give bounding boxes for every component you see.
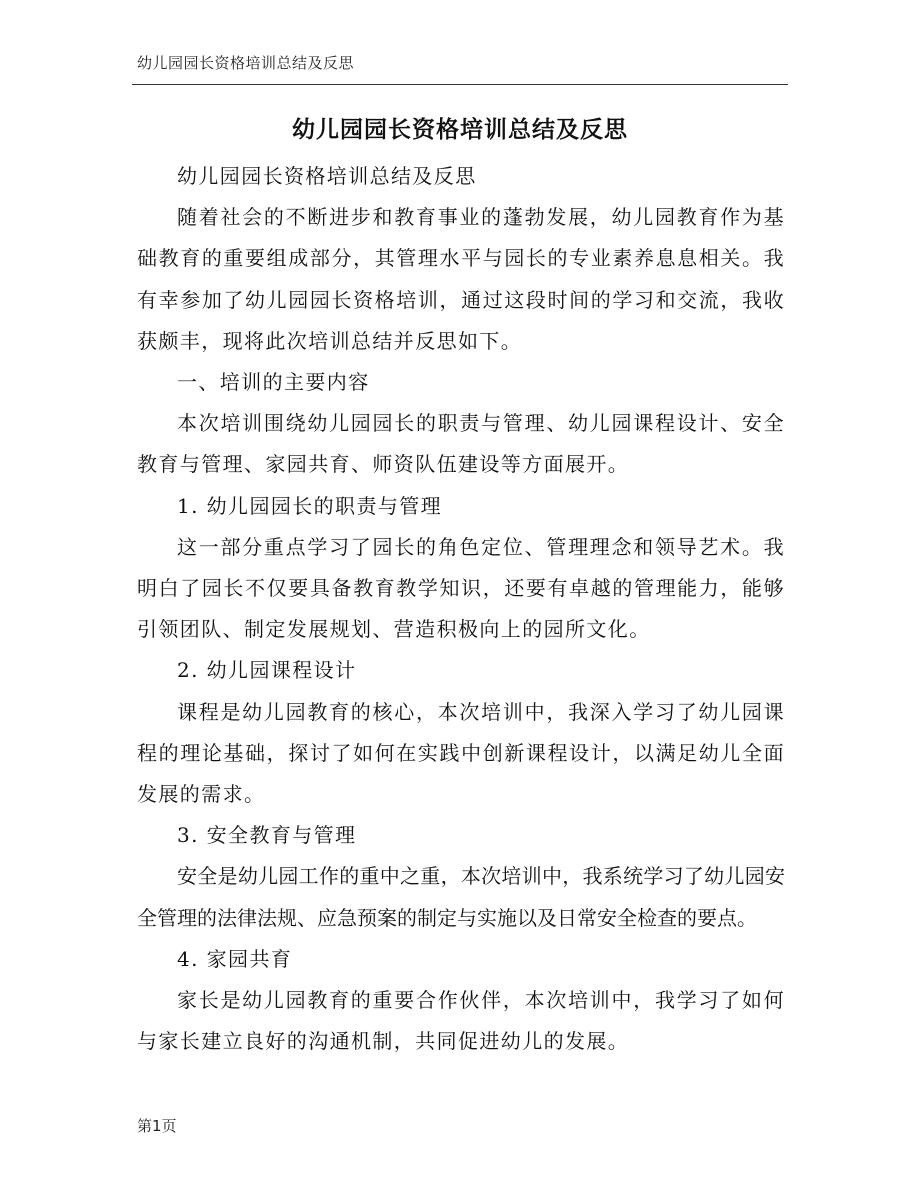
- paragraph-overview: 本次培训围绕幼儿园园长的职责与管理、幼儿园课程设计、安全教育与管理、家园共育、师资队伍建设等方面展开。: [137, 411, 785, 477]
- paragraph-curriculum-design: 课程是幼儿园教育的核心，本次培训中，我深入学习了幼儿园课程的理论基础，探讨了如何在实践中创新课程设计，以满足幼儿全面发展的需求。: [137, 699, 785, 807]
- section-heading-main-content: 一、培训的主要内容: [177, 370, 370, 395]
- paragraph-subtitle: 幼儿园园长资格培训总结及反思: [177, 164, 477, 188]
- paragraph-intro: 随着社会的不断进步和教育事业的蓬勃发展，幼儿园教育作为基础教育的重要组成部分，其管理水平与园长的专业素养息息相关。我有幸参加了幼儿园园长资格培训，通过这段时间的学习和交流，我收获颇丰，现将此次培训总结并反思如下。: [137, 205, 785, 353]
- document-body: [137, 156, 785, 1062]
- paragraph-safety-education: 安全是幼儿园工作的重中之重，本次培训中，我系统学习了幼儿园安全管理的法律法规、应急预案的制定与实施以及日常安全检查的要点。: [137, 864, 785, 930]
- page-number: 第1页: [137, 1117, 177, 1135]
- subheading-director-duties: 1. 幼儿园园长的职责与管理: [177, 493, 443, 518]
- document-title: 幼儿园园长资格培训总结及反思: [292, 117, 628, 143]
- subheading-safety-education: 3. 安全教育与管理: [177, 823, 357, 848]
- subheading-curriculum-design: 2. 幼儿园课程设计: [177, 658, 357, 683]
- header-divider: [132, 84, 788, 85]
- paragraph-director-duties: 这一部分重点学习了园长的角色定位、管理理念和领导艺术。我明白了园长不仅要具备教育教学知识，还要有卓越的管理能力，能够引领团队、制定发展规划、营造积极向上的园所文化。: [137, 534, 785, 642]
- running-header: 幼儿园园长资格培训总结及反思: [137, 54, 355, 72]
- subheading-home-school: 4. 家园共育: [177, 946, 293, 971]
- paragraph-home-school: 家长是幼儿园教育的重要合作伙伴，本次培训中，我学习了如何与家长建立良好的沟通机制，共同促进幼儿的发展。: [137, 988, 785, 1054]
